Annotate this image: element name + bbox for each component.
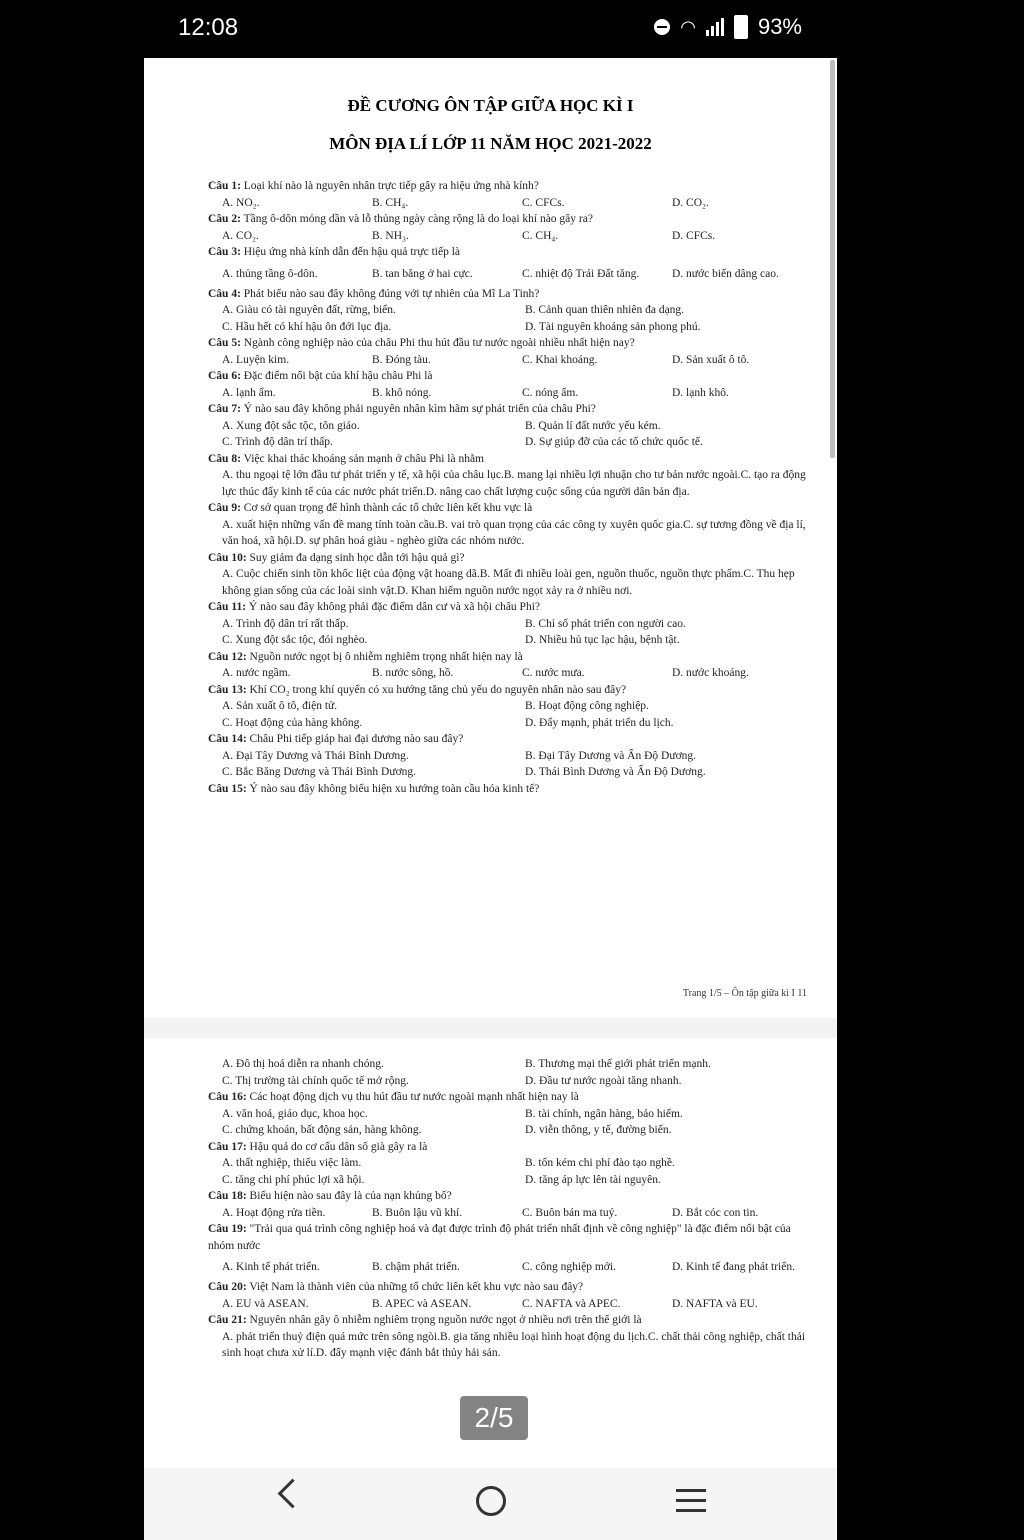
question-number: Câu 12: [208,650,247,663]
answer-option: B. NH₃. [372,229,409,242]
question-prompt: Đặc điểm nổi bật của khí hậu châu Phi là [240,370,433,382]
answer-option: A. lạnh ẩm. [222,386,276,399]
question-prompt: Ý nào sau đây không phải nguyên nhân kìm hãm sự phát triển của châu Phi? [240,403,596,415]
question-prompt: Nguồn nước ngọt bị ô nhiễm nghiêm trọng nhất hiện nay là [246,650,523,663]
question-prompt: Suy giảm đa dạng sinh học dẫn tới hậu quả gì? [246,551,465,564]
answer-option: A. Luyện kim. [222,353,290,366]
question-number: Câu 13: [208,683,247,696]
question-text [208,1312,813,1329]
question-prompt: Nguyên nhân gây ô nhiễm nghiêm trọng nguồn nước ngọt ở nhiều nơi trên thế giới là [246,1314,642,1326]
answer-option: A. xuất hiện những vấn đề mang tính toàn cầu. [222,518,438,531]
question-item [208,368,813,401]
answer-option: C. Xung đột sắc tộc, đói nghèo. [222,634,368,646]
question-prompt: Loại khí nào là nguyên nhân trực tiếp gây ra hiệu ứng nhà kính? [240,180,539,192]
answer-option: C. nóng ẩm. [522,386,579,399]
answer-option: D. nước khoáng. [672,667,749,679]
question-text [208,178,813,195]
document-page-2 [144,1038,837,1540]
scrollbar-thumb[interactable] [830,60,835,458]
answer-option: D. viễn thông, y tế, đường biển. [525,1124,672,1136]
question-text [208,781,813,798]
answer-option: B. tài chính, ngân hàng, bảo hiểm. [525,1107,683,1120]
answer-option: B. mang lại nhiều lợi nhuận cho tư bản nước ngoài. [503,469,741,481]
answer-options [208,1329,813,1362]
answer-option: D. NAFTA và EU. [672,1297,758,1310]
question-prompt: Châu Phi tiếp giáp hai đại dương nào sau đây? [246,733,464,745]
answer-option: A. Đô thị hoá diễn ra nhanh chóng. [222,1058,384,1070]
answer-options [208,748,813,781]
question-prompt: Biểu hiện nào sau đây là của nạn khủng bố? [246,1190,452,1202]
answer-option: B. Chỉ số phát triển con người cao. [525,617,686,630]
question-item [208,1188,813,1221]
question-prompt: Cơ sở quan trọng để hình thành các tổ chức liên kết khu vực là [240,502,533,514]
page-indicator: 2/5 [460,1396,528,1440]
question-number: Câu 1: [208,180,241,192]
answer-option: B. Thương mại thế giới phát triển mạnh. [525,1058,711,1070]
answer-option: D. CO₂. [672,196,709,209]
answer-option: D. Kinh tế đang phát triển. [672,1261,795,1273]
battery-icon [734,15,748,39]
answer-option: B. Đóng tàu. [372,353,431,366]
question-prompt: Ngành công nghiệp nào của châu Phi thu hút đầu tư nước ngoài nhiều nhất hiện nay? [240,337,635,349]
answer-option: A. Xung đột sắc tộc, tôn giáo. [222,419,360,432]
answer-options [208,1260,813,1275]
question-number: Câu 17: [208,1140,247,1153]
answer-options [208,566,813,599]
answer-option: A. CO₂. [222,229,259,242]
answer-option: B. khô nóng. [372,386,432,399]
answer-option: C. Bắc Băng Dương và Thái Bình Dương. [222,766,417,778]
question-item [208,500,813,550]
question-number: Câu 21: [208,1314,247,1326]
answer-option: D. Bắt cóc con tin. [672,1206,759,1219]
answer-option: A. Đại Tây Dương và Thái Bình Dương. [222,749,409,762]
question-item [208,550,813,600]
answer-option: C. chứng khoán, bất động sản, hàng không. [222,1124,422,1136]
wifi-icon: ◠ [680,16,696,37]
answer-option: C. nhiệt độ Trái Đất tăng. [522,267,640,280]
question-number: Câu 19: [208,1223,247,1235]
question-text [208,368,813,385]
answer-options [208,1155,813,1188]
question-item [208,781,813,798]
question-text [208,1139,813,1156]
question-number: Câu 11: [208,601,247,613]
question-item [208,1312,813,1362]
answer-options [208,1056,813,1089]
question-prompt: Ý nào sau đây không phải đặc điểm dân cư và xã hội châu Phi? [246,601,540,613]
answer-option: B. chậm phát triển. [372,1261,460,1273]
question-number: Câu 6: [208,370,241,382]
answer-option: A. EU và ASEAN. [222,1297,309,1310]
answer-option: C. Khai khoáng. [522,353,598,366]
question-text [208,211,813,228]
question-list [208,178,813,797]
home-icon[interactable] [476,1486,506,1516]
answer-option: C. Buôn bán ma tuý. [522,1206,618,1219]
answer-option: C. NAFTA và APEC. [522,1297,621,1310]
question-text [208,451,813,468]
answer-option: A. thủng tầng ô-dôn. [222,267,318,280]
question-item [208,1089,813,1139]
answer-option: C. công nghiệp mới. [522,1261,616,1273]
answer-option: A. thất nghiệp, thiếu việc làm. [222,1157,362,1169]
question-text [208,335,813,352]
question-prompt: Hậu quả do cơ cấu dân số già gây ra là [246,1140,428,1153]
question-text [208,1221,813,1254]
question-item [208,401,813,451]
answer-option: B. Quản lí đất nước yếu kém. [525,419,661,432]
answer-option: A. NO₂. [222,196,260,209]
answer-option: B. Cảnh quan thiên nhiên đa dạng. [525,304,685,316]
answer-option: A. Trình độ dân trí rất thấp. [222,617,349,630]
question-item [208,286,813,336]
answer-options [208,267,813,282]
answer-option: D. Khan hiếm nguồn nước ngọt xảy ra ở nhiều nơi. [397,584,633,597]
question-prompt: Phát biểu nào sau đây không đúng với tự nhiên của Mĩ La Tinh? [240,287,540,300]
battery-percent: 93% [757,14,802,39]
answer-option: B. tốn kém chi phí đào tạo nghề. [525,1157,675,1169]
question-text [208,401,813,418]
menu-icon[interactable] [676,1489,706,1519]
question-text [208,244,813,261]
question-item [208,178,813,211]
question-text [208,500,813,517]
answer-option: A. Sản xuất ô tô, điện tử. [222,700,338,712]
answer-options [208,698,813,731]
answer-option: C. CH₄. [522,229,559,242]
answer-option: C. Thị trường tài chính quốc tế mở rộng. [222,1074,409,1087]
question-list [208,1056,813,1362]
question-text [208,682,813,699]
question-number: Câu 4: [208,287,241,300]
document-page-1 [144,58,837,1018]
question-item [208,682,813,732]
question-prompt: Ý nào sau đây không biểu hiện xu hướng toàn cầu hóa kinh tế? [246,782,540,795]
answer-option: C. Thu hẹp không gian sống của các loài sinh vật. [222,568,795,597]
answer-option: D. Đẩy mạnh, phát triển du lịch. [525,716,674,729]
question-item [208,1139,813,1189]
question-number: Câu 3: [208,246,241,258]
answer-option: B. tan băng ở hai cực. [372,267,473,280]
question-number: Câu 14: [208,733,247,745]
answer-option: C. tăng chi phí phúc lợi xã hội. [222,1173,365,1186]
question-text [208,731,813,748]
answer-option: D. Thái Bình Dương và Ấn Độ Dương. [525,766,706,778]
answer-options [208,665,813,682]
question-text [208,1089,813,1106]
question-prompt: Các hoạt động dịch vụ thu hút đầu tư nước ngoài mạnh nhất hiện nay là [246,1091,579,1103]
answer-options [208,418,813,451]
answer-option: A. văn hoá, giáo dục, khoa học. [222,1107,368,1120]
answer-option: C. sự tương đồng về địa lí, văn hoá, xã hội. [222,518,806,547]
answer-option: D. Nhiều hủ tục lạc hậu, bệnh tật. [525,634,680,646]
answer-options [208,467,813,500]
answer-option: A. Kinh tế phát triển. [222,1261,320,1273]
question-item [208,1279,813,1312]
question-number: Câu 15: [208,782,247,795]
answer-option: A. phát triển thuỷ điện quá mức trên sông ngòi. [222,1330,440,1343]
question-number: Câu 10: [208,551,247,564]
answer-option: A. Cuộc chiến sinh tồn khốc liệt của động vật hoang dã. [222,568,480,580]
answer-option: D. CFCs. [672,229,716,242]
question-prompt: "Trải qua quá trình công nghiệp hoá và đạt được trình độ phát triển nhất định về công nghiệp" là đặc điểm nổi bật của nhóm nước [208,1223,791,1252]
question-text [208,1279,813,1296]
question-text [208,550,813,567]
answer-option: D. Đầu tư nước ngoài tăng nhanh. [525,1074,682,1087]
question-item [208,244,813,282]
answer-option: B. vai trò quan trọng của các công ty xuyên quốc gia. [437,518,683,531]
answer-option: B. Hoạt động công nghiệp. [525,700,649,712]
answer-option: C. CFCs. [522,196,565,209]
answer-option: B. nước sông, hồ. [372,667,454,679]
answer-options [208,385,813,402]
answer-option: A. thu ngoại tệ lớn đầu tư phát triển y tế, xã hội của châu lục. [222,469,504,481]
do-not-disturb-icon [654,19,670,35]
answer-option: D. Tài nguyên khoáng sản phong phú. [525,320,701,333]
answer-option: D. đẩy mạnh việc đánh bắt thủy hải sản. [315,1347,501,1359]
answer-option: C. Hầu hết có khí hậu ôn đới lục địa. [222,320,392,333]
document-viewer[interactable] [144,58,837,1540]
document-title: ĐỀ CƯƠNG ÔN TẬP GIỮA HỌC KÌ I [347,96,634,115]
answer-option: A. nước ngầm. [222,667,291,679]
answer-option: D. sự phân hoá giàu - nghèo giữa các nhóm nước. [295,535,525,547]
status-bar [0,0,1024,58]
question-text [208,286,813,303]
answer-option: B. Mất đi nhiều loài gen, nguồn thuốc, nguồn thực phẩm. [479,568,744,580]
answer-options [208,517,813,550]
question-prompt: Hiệu ứng nhà kính dẫn đến hậu quả trực tiếp là [240,246,460,258]
question-prompt: Tầng ô-dôn mỏng dần và lỗ thủng ngày càng rộng là do loại khí nào gây ra? [240,213,593,225]
answer-option: B. CH₄. [372,196,409,209]
answer-option: D. nước biển dâng cao. [672,267,779,280]
question-number: Câu 18: [208,1190,247,1202]
question-prompt: Việt Nam là thành viên của những tổ chức liên kết khu vực nào sau đây? [246,1281,584,1293]
answer-options [208,228,813,245]
answer-options [208,1205,813,1222]
question-text [208,1188,813,1205]
question-number: Câu 2: [208,213,241,225]
answer-option: C. Trình độ dân trí thấp. [222,436,333,448]
answer-options [208,195,813,212]
question-number: Câu 20: [208,1281,247,1293]
answer-option: A. Giàu có tài nguyên đất, rừng, biển. [222,304,396,316]
question-item [208,335,813,368]
answer-option: D. Sản xuất ô tô. [672,353,750,366]
document-subtitle: MÔN ĐỊA LÍ LỚP 11 NĂM HỌC 2021-2022 [329,134,652,153]
answer-options [208,1106,813,1139]
status-icons [654,14,802,40]
question-item [208,649,813,682]
question-item [208,211,813,244]
signal-icon [706,18,724,36]
question-item [208,731,813,781]
question-number: Câu 7: [208,403,241,415]
question-item [208,1221,813,1275]
answer-option: B. Buôn lậu vũ khí. [372,1206,463,1219]
answer-option: D. lạnh khô. [672,386,729,399]
answer-options [208,616,813,649]
answer-option: D. nâng cao chất lượng cuộc sống của người dân bản địa. [425,485,690,498]
answer-options [208,352,813,369]
question-text [208,599,813,616]
page-footer: Trang 1/5 – Ôn tập giữa kì I 11 [682,988,807,999]
question-text [208,649,813,666]
answer-option: B. Đại Tây Dương và Ấn Độ Dương. [525,749,697,762]
clock: 12:08 [178,14,239,41]
answer-options [208,1296,813,1313]
answer-option: C. nước mưa. [522,667,585,679]
question-number: Câu 9: [208,502,241,514]
answer-option: C. chất thải công nghiệp, chất thải sinh hoạt chưa xử lí. [222,1330,806,1359]
answer-option: C. Hoạt động của hàng không. [222,716,363,729]
question-number: Câu 16: [208,1091,247,1103]
question-prompt: Việc khai thác khoáng sản mạnh ở châu Phi là nhằm [240,452,485,465]
question-number: Câu 8: [208,452,241,465]
answer-options [208,302,813,335]
answer-option: A. Hoạt động rửa tiền. [222,1206,326,1219]
answer-option: D. tăng áp lực lên tài nguyên. [525,1173,661,1186]
answer-option: B. APEC và ASEAN. [372,1297,472,1310]
question-number: Câu 5: [208,337,241,349]
answer-option: C. tạo ra động lực thúc đẩy kinh tế của các nước phát triển. [222,469,806,498]
answer-option: B. gia tăng nhiều loại hình hoạt động du lịch. [439,1330,648,1343]
answer-option: D. Sự giúp đỡ của các tổ chức quốc tế. [525,436,703,448]
question-item [208,451,813,501]
question-item [208,599,813,649]
question-prompt: Khí CO₂ trong khí quyển có xu hướng tăng chủ yếu do nguyên nhân nào sau đây? [246,683,627,696]
